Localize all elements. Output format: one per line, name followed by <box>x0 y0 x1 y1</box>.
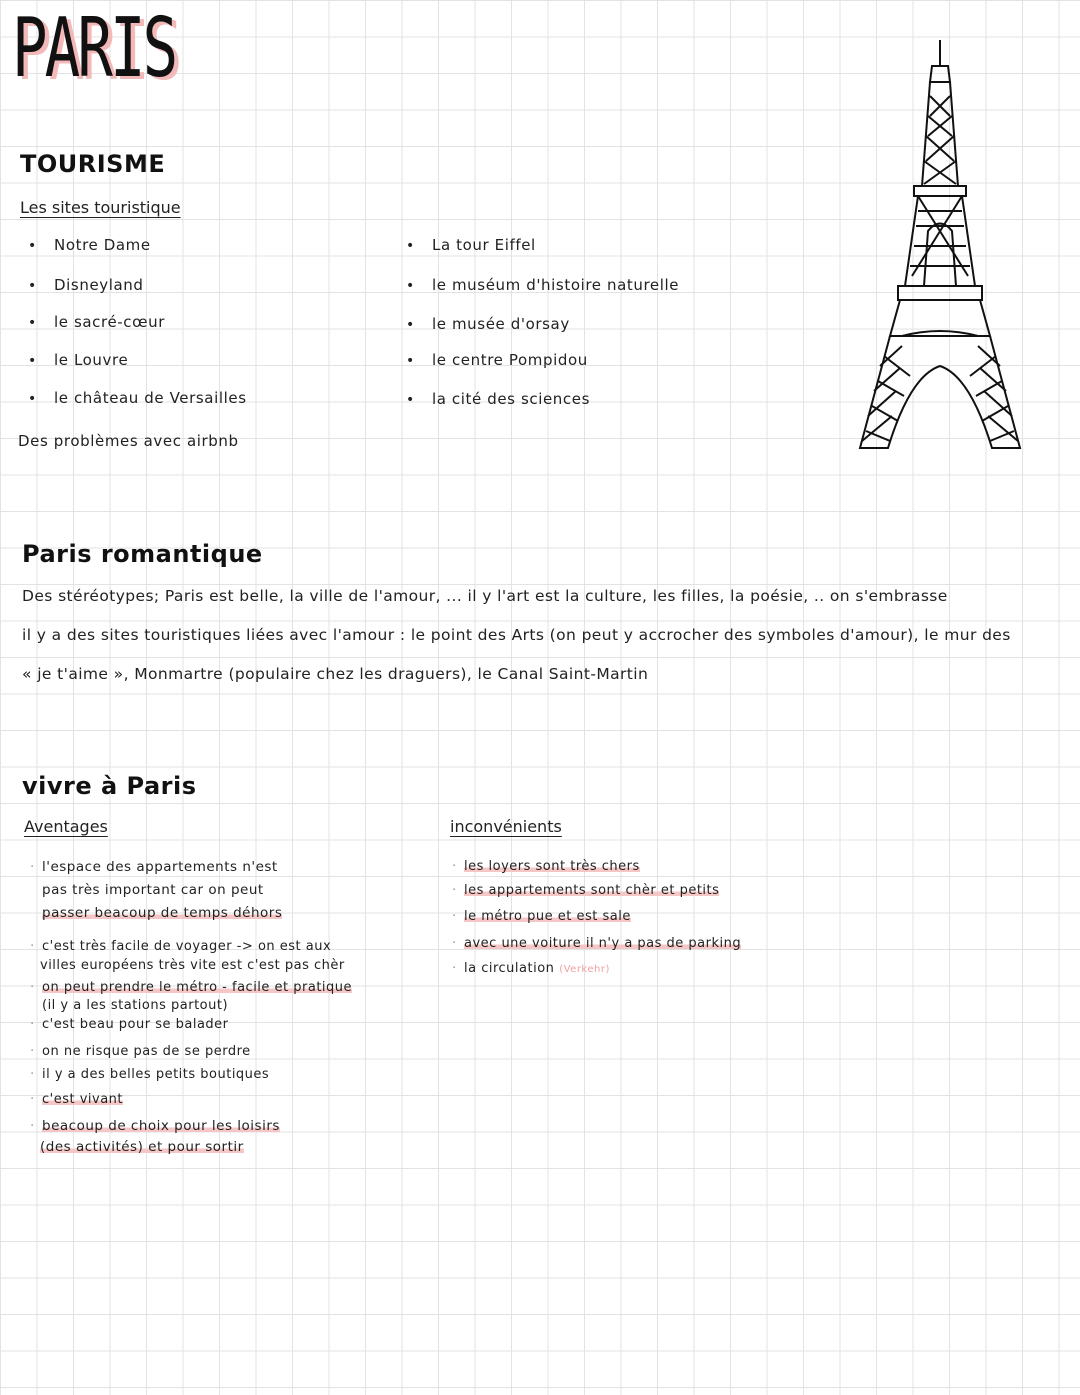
avantage-item: (il y a les stations partout) <box>42 998 229 1013</box>
avantage-item: · c'est vivant <box>30 1091 124 1107</box>
page-title: PARIS <box>12 1 176 96</box>
tourisme-note: Des problèmes avec airbnb <box>18 432 239 450</box>
paragraph-line: « je t'aime », Monmartre (populaire chez les draguers), le Canal Saint-Martin <box>22 665 649 683</box>
section-heading-tourisme: TOURISME <box>20 150 166 178</box>
section-heading-romantique: Paris romantique <box>22 540 263 568</box>
avantage-item: · c'est très facile de voyager -> on est aux <box>30 938 332 954</box>
list-item: • La tour Eiffel <box>406 236 536 254</box>
avantage-item: · il y a des belles petits boutiques <box>30 1066 270 1082</box>
list-item: • Disneyland <box>28 276 144 294</box>
avantage-item: · c'est beau pour se balader <box>30 1016 229 1032</box>
list-item: • le château de Versailles <box>28 389 247 407</box>
list-item: • le musée d'orsay <box>406 315 570 333</box>
inconvenient-item: · la circulation (Verkehr) <box>452 960 610 976</box>
paragraph-line: Des stéréotypes; Paris est belle, la ville de l'amour, ... il y l'art est la culture, les filles, la poésie, .. on s'embrasse <box>22 587 948 605</box>
subheading-sites: Les sites touristique <box>20 198 181 217</box>
paragraph-line: il y a des sites touristiques liées avec l'amour : le point des Arts (on peut y accrocher des symboles d'amour), le mur des <box>22 626 1011 644</box>
inconvenient-item: · les appartements sont chèr et petits <box>452 882 720 898</box>
list-item: • la cité des sciences <box>406 390 591 408</box>
section-heading-vivre: vivre à Paris <box>22 772 197 800</box>
avantage-item: · beacoup de choix pour les loisirs <box>30 1118 280 1134</box>
inconvenient-item: · avec une voiture il n'y a pas de parking <box>452 935 742 951</box>
avantage-item: passer beacoup de temps déhors <box>42 905 283 921</box>
avantages-label: Aventages <box>24 817 108 836</box>
avantage-item: pas très important car on peut <box>42 882 264 898</box>
list-item: • le Louvre <box>28 351 129 369</box>
circulation-note: (Verkehr) <box>559 964 610 975</box>
list-item: • le sacré-cœur <box>28 313 165 331</box>
avantage-item: · l'espace des appartements n'est <box>30 859 278 875</box>
list-item: • le muséum d'histoire naturelle <box>406 276 680 294</box>
list-item: • Notre Dame <box>28 236 151 254</box>
list-item: • le centre Pompidou <box>406 351 588 369</box>
eiffel-tower-icon <box>840 36 1040 456</box>
avantage-item: villes européens très vite est c'est pas chèr <box>40 958 345 973</box>
inconvenient-item: · le métro pue et est sale <box>452 908 631 924</box>
avantage-item: (des activités) et pour sortir <box>40 1139 244 1155</box>
inconvenient-item: · les loyers sont très chers <box>452 858 640 874</box>
inconvenients-label: inconvénients <box>450 817 562 836</box>
romantique-paragraph <box>22 577 1062 694</box>
avantage-item: · on ne risque pas de se perdre <box>30 1043 251 1059</box>
avantage-item: · on peut prendre le métro - facile et pratique <box>30 979 353 995</box>
